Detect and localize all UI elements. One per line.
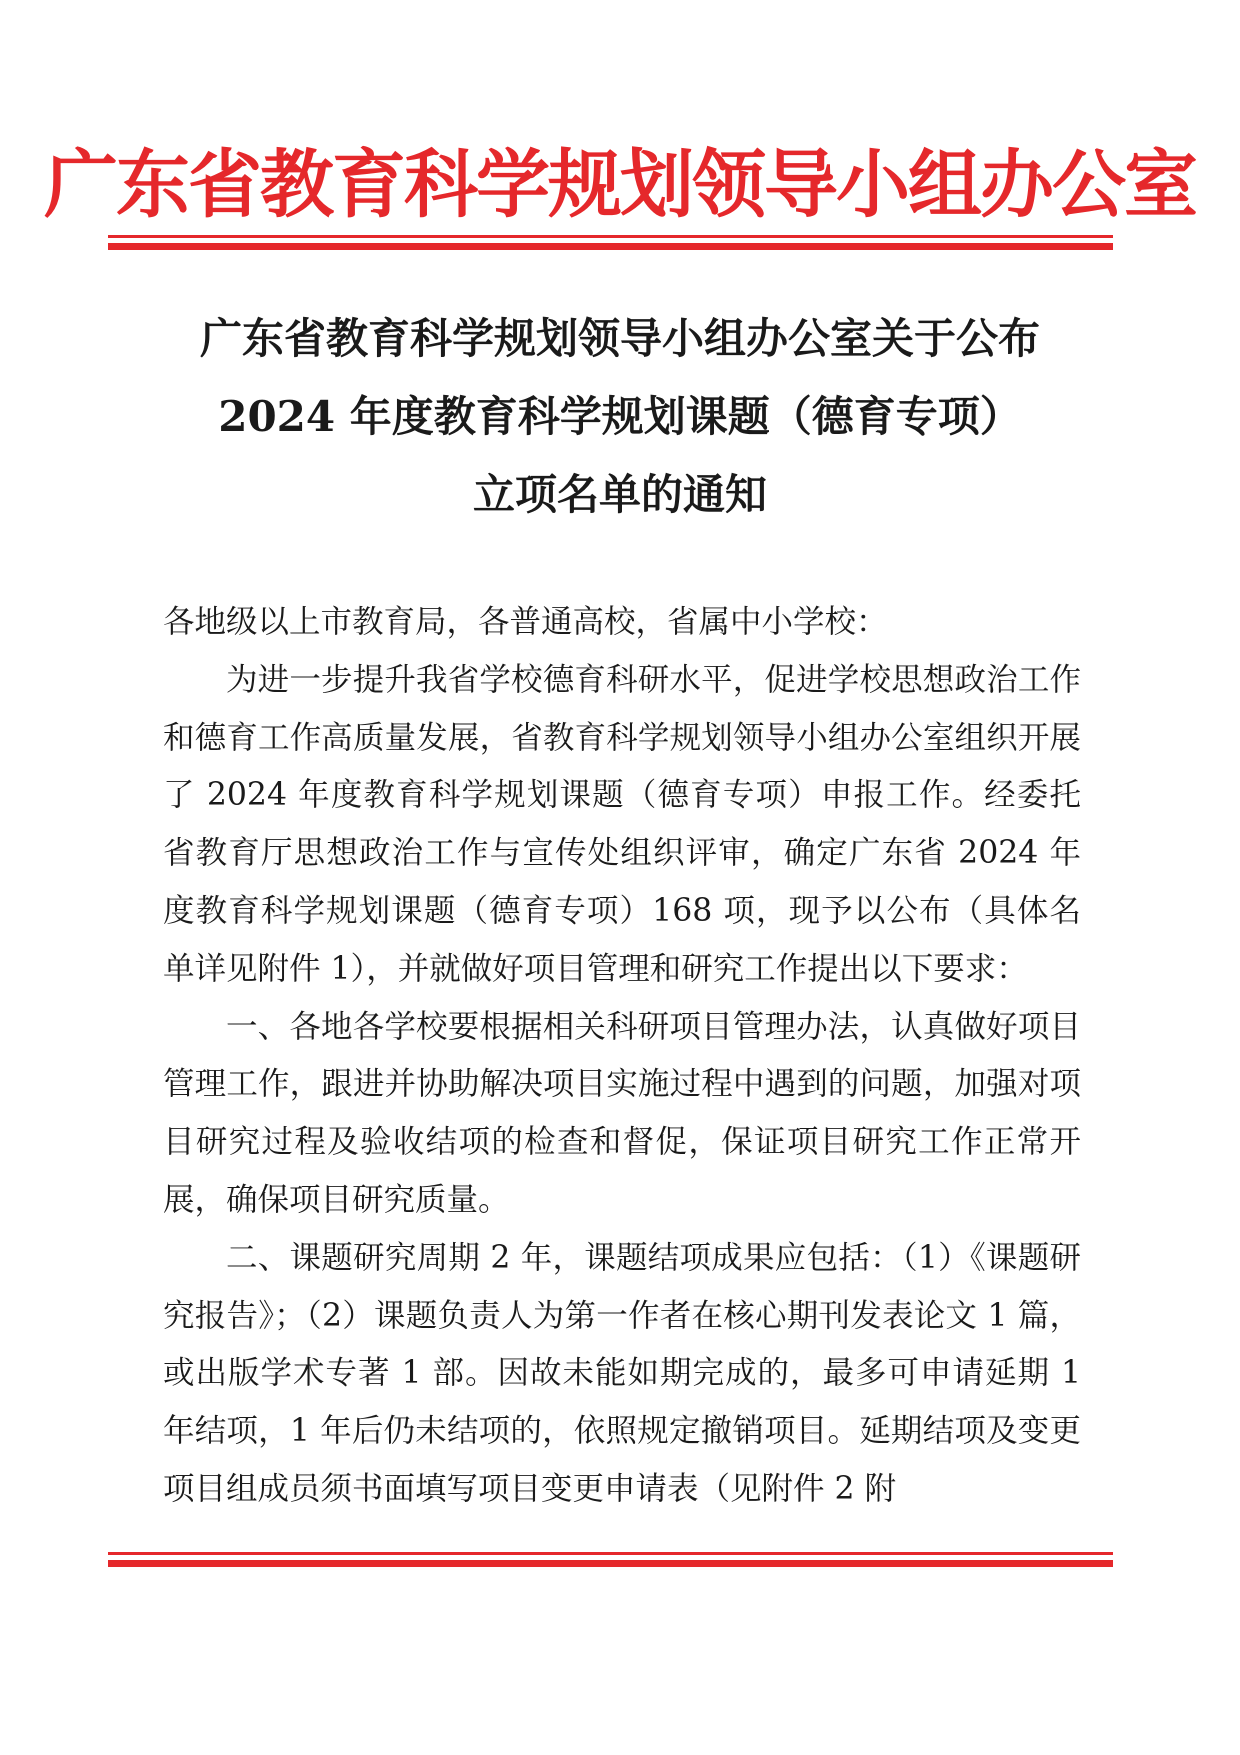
title-line-2: 2024 年度教育科学规划课题（德育专项）: [218, 392, 1022, 441]
salutation: 各地级以上市教育局，各普通高校，省属中小学校：: [163, 604, 888, 640]
requirement-paragraph-2: 二、课题研究周期 2 年，课题结项成果应包括：（1）《课题研究报告》；（2）课题负责人为第一作者在核心期刊发表论文 1 篇，或出版学术专著 1 部。因故未能如期完成的，最多可申请延期 1 年结项，1 年后仍未结项的，依照规定撤销项目。延期结项及变更项目组成员须书面填写项目变更申请表（见附件 2 附: [163, 1239, 1081, 1507]
intro-paragraph: 为进一步提升我省学校德育科研水平，促进学校思想政治工作和德育工作高质量发展，省教育科学规划领导小组办公室组织开展了 2024 年度教育科学规划课题（德育专项）申报工作。经委托省教育厅思想政治工作与宣传处组织评审，确定广东省 2024 年度教育科学规划课题（德育专项）168 项，现予以公布（具体名单详见附件 1），并就做好项目管理和研究工作提出以下要求：: [163, 661, 1081, 987]
requirement-paragraph-1: 一、各地各学校要根据相关科研项目管理办法，认真做好项目管理工作，跟进并协助解决项目实施过程中遇到的问题，加强对项目研究过程及验收结项的检查和督促，保证项目研究工作正常开展，确保项目研究质量。: [163, 1008, 1081, 1218]
title-line-1: 广东省教育科学规划领导小组办公室关于公布: [199, 314, 1040, 363]
document-body: [163, 594, 1081, 1519]
header-red-rule: [108, 235, 1113, 250]
document-title: [100, 300, 1140, 534]
footer-red-rule: [108, 1552, 1113, 1567]
issuing-office-header: 广东省教育科学规划领导小组办公室: [44, 142, 1196, 228]
title-line-3: 立项名单的通知: [472, 470, 767, 519]
